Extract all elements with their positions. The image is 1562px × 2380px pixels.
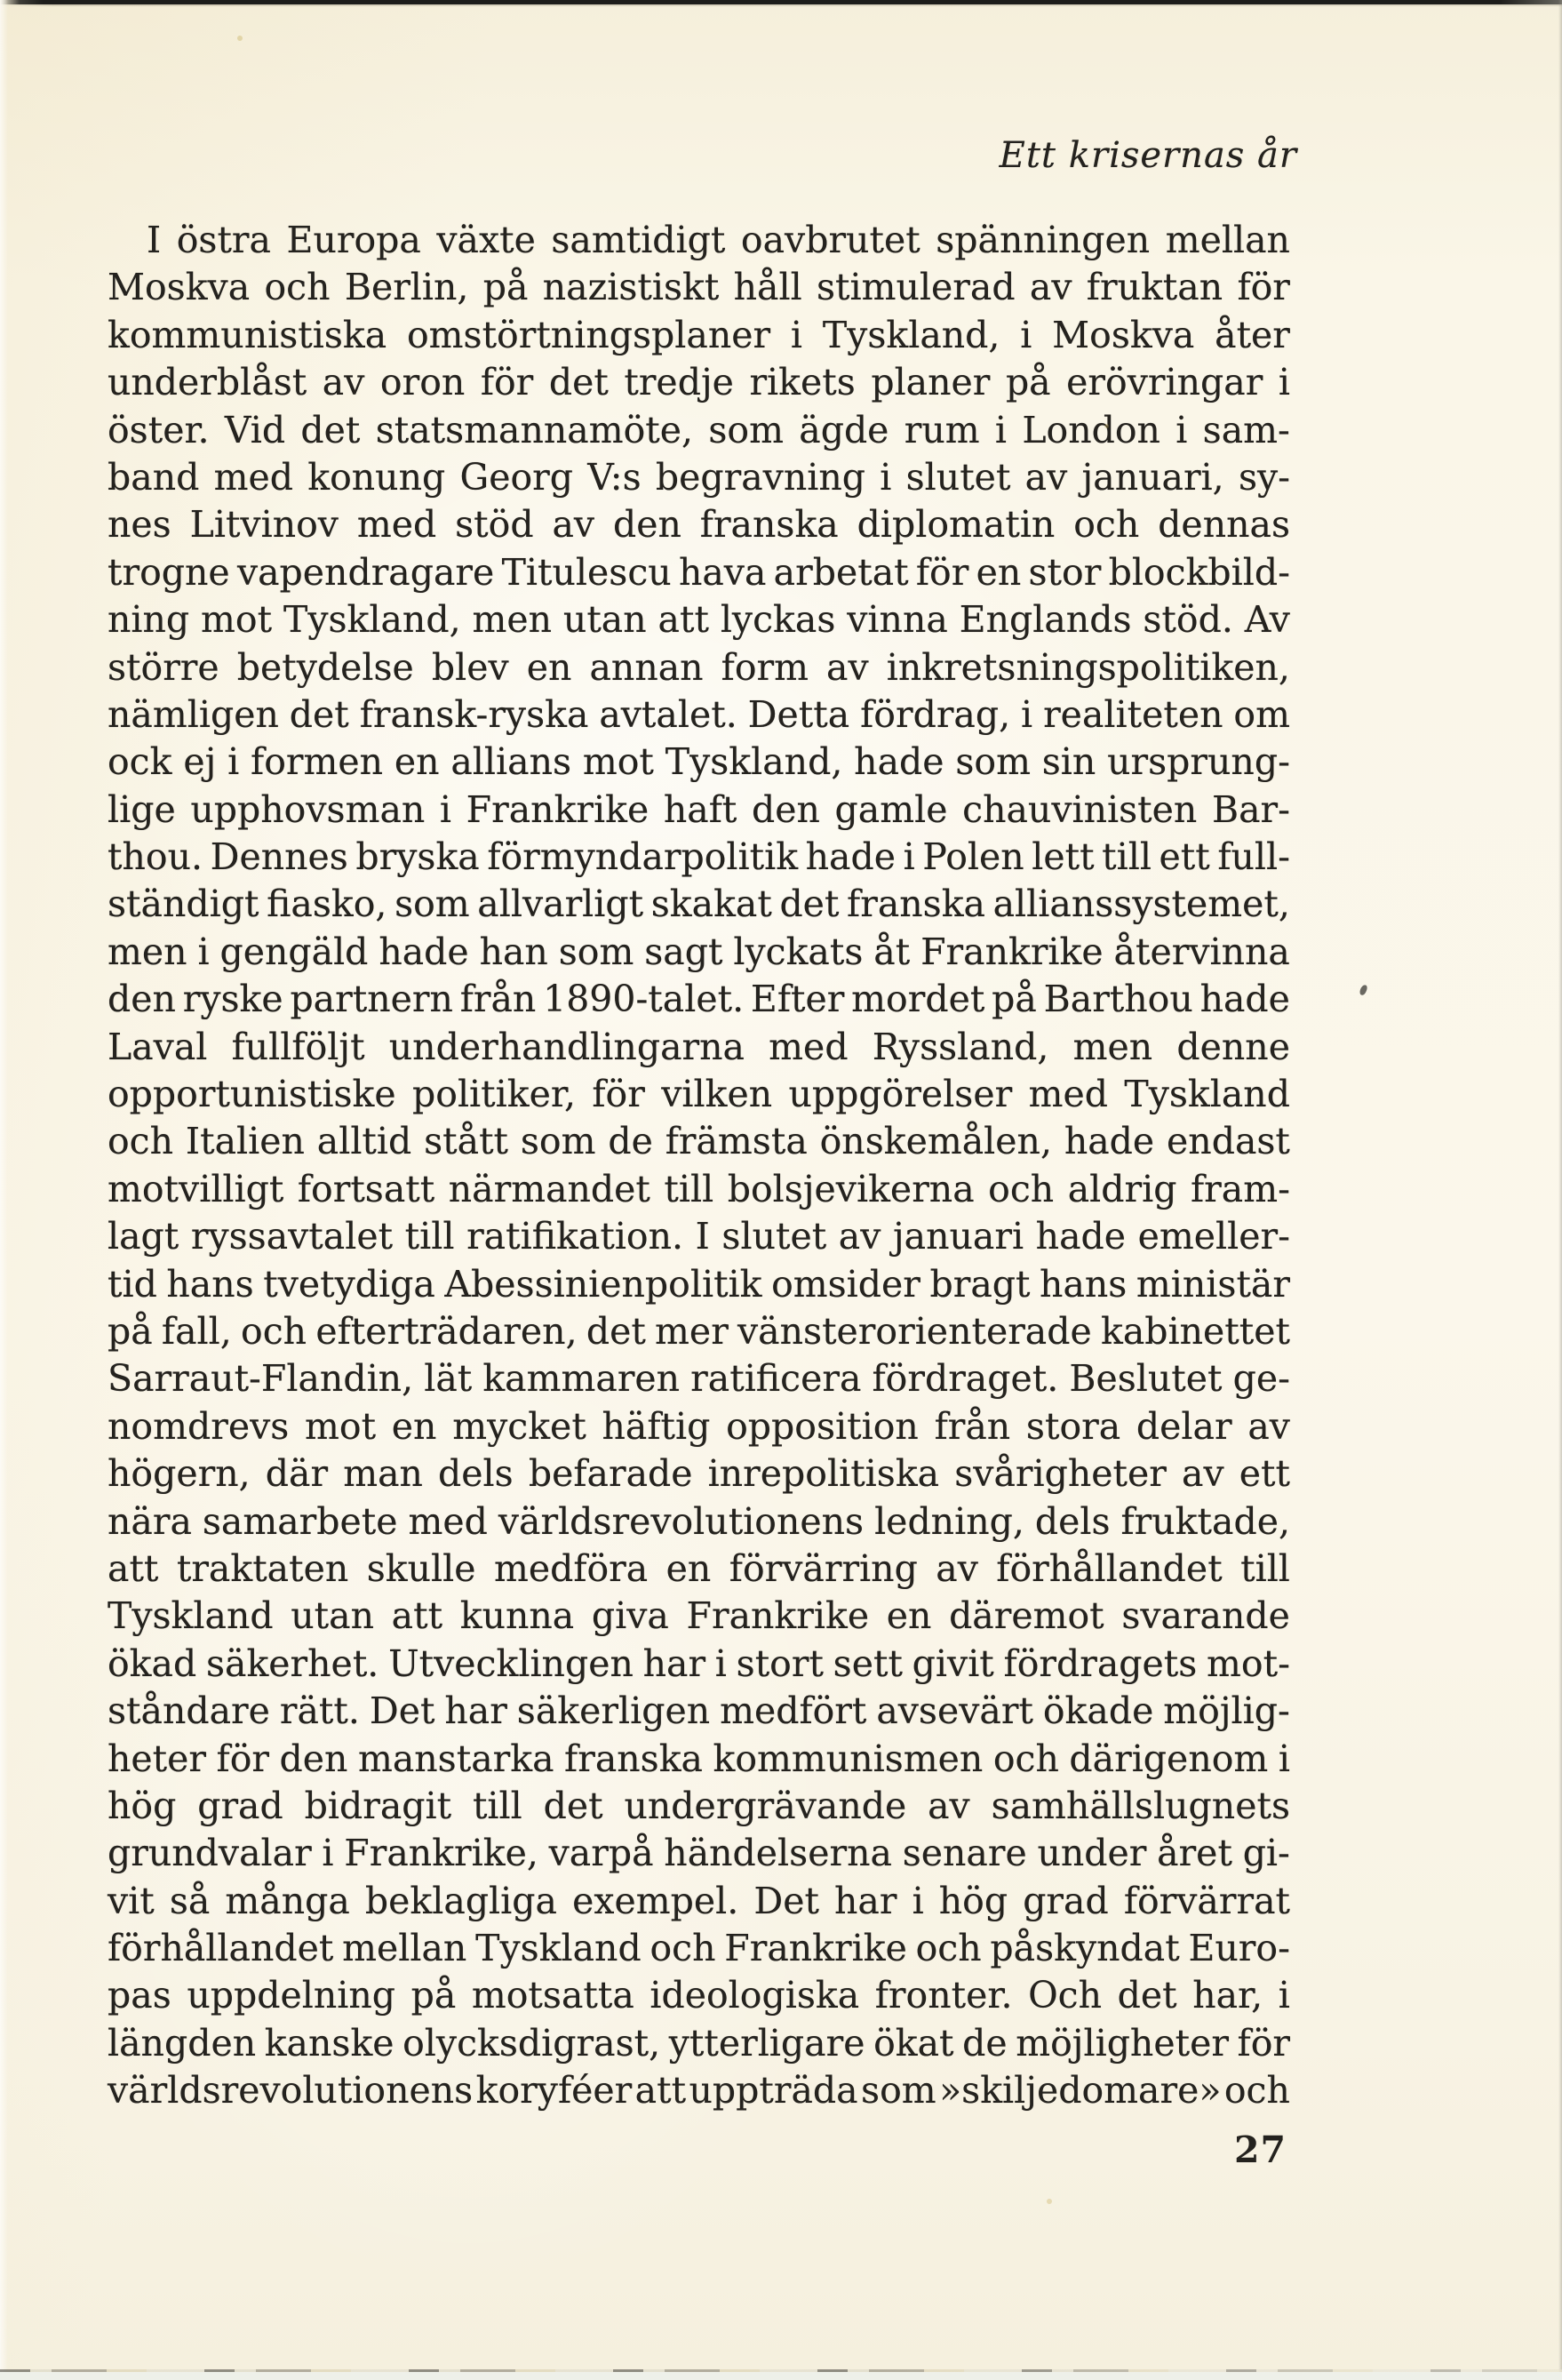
text-line: ock ej i formen en allians mot Tyskland, hade som sin ursprung- [108,740,1290,784]
text-line: Laval fullföljt underhandlingarna med Ryssland, men denne [108,1025,1290,1068]
text-line: nes Litvinov med stöd av den franska diplomatin och dennas [108,503,1290,547]
text-line: längden kanske olycksdigrast, ytterligare ökat de möjligheter för [108,2021,1290,2065]
text-line: lige upphovsman i Frankrike haft den gamle chauvinisten Bar- [108,787,1290,831]
text-line: den ryske partnern från 1890-talet. Efter mordet på Barthou hade [108,978,1290,1021]
text-line: större betydelse blev en annan form av inkretsningspolitiken, [108,645,1290,689]
text-line: opportunistiske politiker, för vilken uppgörelser med Tyskland [108,1073,1290,1116]
text-line: världsrevolutionens koryféer att uppträda som »skiljedomare» och [108,2069,1290,2112]
text-line: hög grad bidragit till det undergrävande av samhällslugnets [108,1784,1290,1827]
scan-right-edge [1558,0,1562,2380]
text-line: motvilligt fortsatt närmandet till bolsjevikerna och aldrig fram- [108,1167,1290,1210]
text-line: öster. Vid det statsmannamöte, som ägde rum i London i sam- [108,408,1290,451]
running-header: Ett krisernas år [999,135,1297,176]
text-line: tid hans tvetydiga Abessinienpolitik omsider bragt hans ministär [108,1262,1290,1306]
text-line: förhållandet mellan Tyskland och Frankrike och påskyndat Euro- [108,1927,1290,1970]
paper-speck [237,36,243,41]
scan-top-edge [0,0,1562,4]
paper-speck [1047,2199,1052,2204]
text-line: nära samarbete med världsrevolutionens ledning, dels fruktade, [108,1499,1290,1543]
text-line: högern, där man dels befarade inrepolitiska svårigheter av ett [108,1452,1290,1496]
text-line: trogne vapendragare Titulescu hava arbetat för en stor blockbild- [108,550,1290,594]
text-line: Tyskland utan att kunna giva Frankrike en däremot svarande [108,1594,1290,1638]
text-line: på fall, och efterträdaren, det mer vänsterorienterade kabinettet [108,1309,1290,1353]
text-line: thou. Dennes bryska förmyndarpolitik hade i Polen lett till ett full- [108,835,1290,879]
text-line: nämligen det fransk-ryska avtalet. Detta fördrag, i realiteten om [108,692,1290,736]
scan-bottom-edge [0,2372,1562,2380]
text-line: ständigt fiasko, som allvarligt skakat det franska allianssystemet, [108,883,1290,926]
text-line: I östra Europa växte samtidigt oavbrutet spänningen mellan [147,219,1290,261]
text-line: nomdrevs mot en mycket häftig opposition från stora delar av [108,1404,1290,1448]
text-line: ökad säkerhet. Utvecklingen har i stort sett givit fördragets mot- [108,1641,1290,1685]
page-number: 27 [1233,2128,1287,2171]
text-line: pas uppdelning på motsatta ideologiska fronter. Och det har, i [108,1974,1290,2017]
body-text [108,217,1290,2115]
text-line: heter för den manstarka franska kommunismen och därigenom i [108,1737,1290,1780]
paper-speck [1104,424,1109,428]
text-line: grundvalar i Frankrike, varpå händelserna senare under året gi- [108,1832,1290,1875]
text-line: vit så många beklagliga exempel. Det har i hög grad förvärrat [108,1879,1290,1922]
text-line: ståndare rätt. Det har säkerligen medfört avsevärt ökade möjlig- [108,1689,1290,1733]
ink-speck [1359,984,1367,996]
text-line: underblåst av oron för det tredje rikets planer på erövringar i [108,361,1290,404]
text-line: men i gengäld hade han som sagt lyckats åt Frankrike återvinna [108,930,1290,973]
text-line: att traktaten skulle medföra en förvärring av förhållandet till [108,1546,1290,1590]
text-line: och Italien alltid stått som de främsta önskemålen, hade endast [108,1120,1290,1163]
text-line: kommunistiska omstörtningsplaner i Tyskland, i Moskva åter [108,313,1290,356]
text-line: Sarraut-Flandin, lät kammaren ratificera fördraget. Beslutet ge- [108,1357,1290,1401]
text-line: band med konung Georg V:s begravning i slutet av januari, sy- [108,455,1290,499]
text-line: lagt ryssavtalet till ratifikation. I slutet av januari hade emeller- [108,1215,1290,1258]
scan-left-edge [0,0,8,2380]
text-line: ning mot Tyskland, men utan att lyckas vinna Englands stöd. Av [108,598,1290,642]
text-line: Moskva och Berlin, på nazistiskt håll stimulerad av fruktan för [108,266,1290,309]
